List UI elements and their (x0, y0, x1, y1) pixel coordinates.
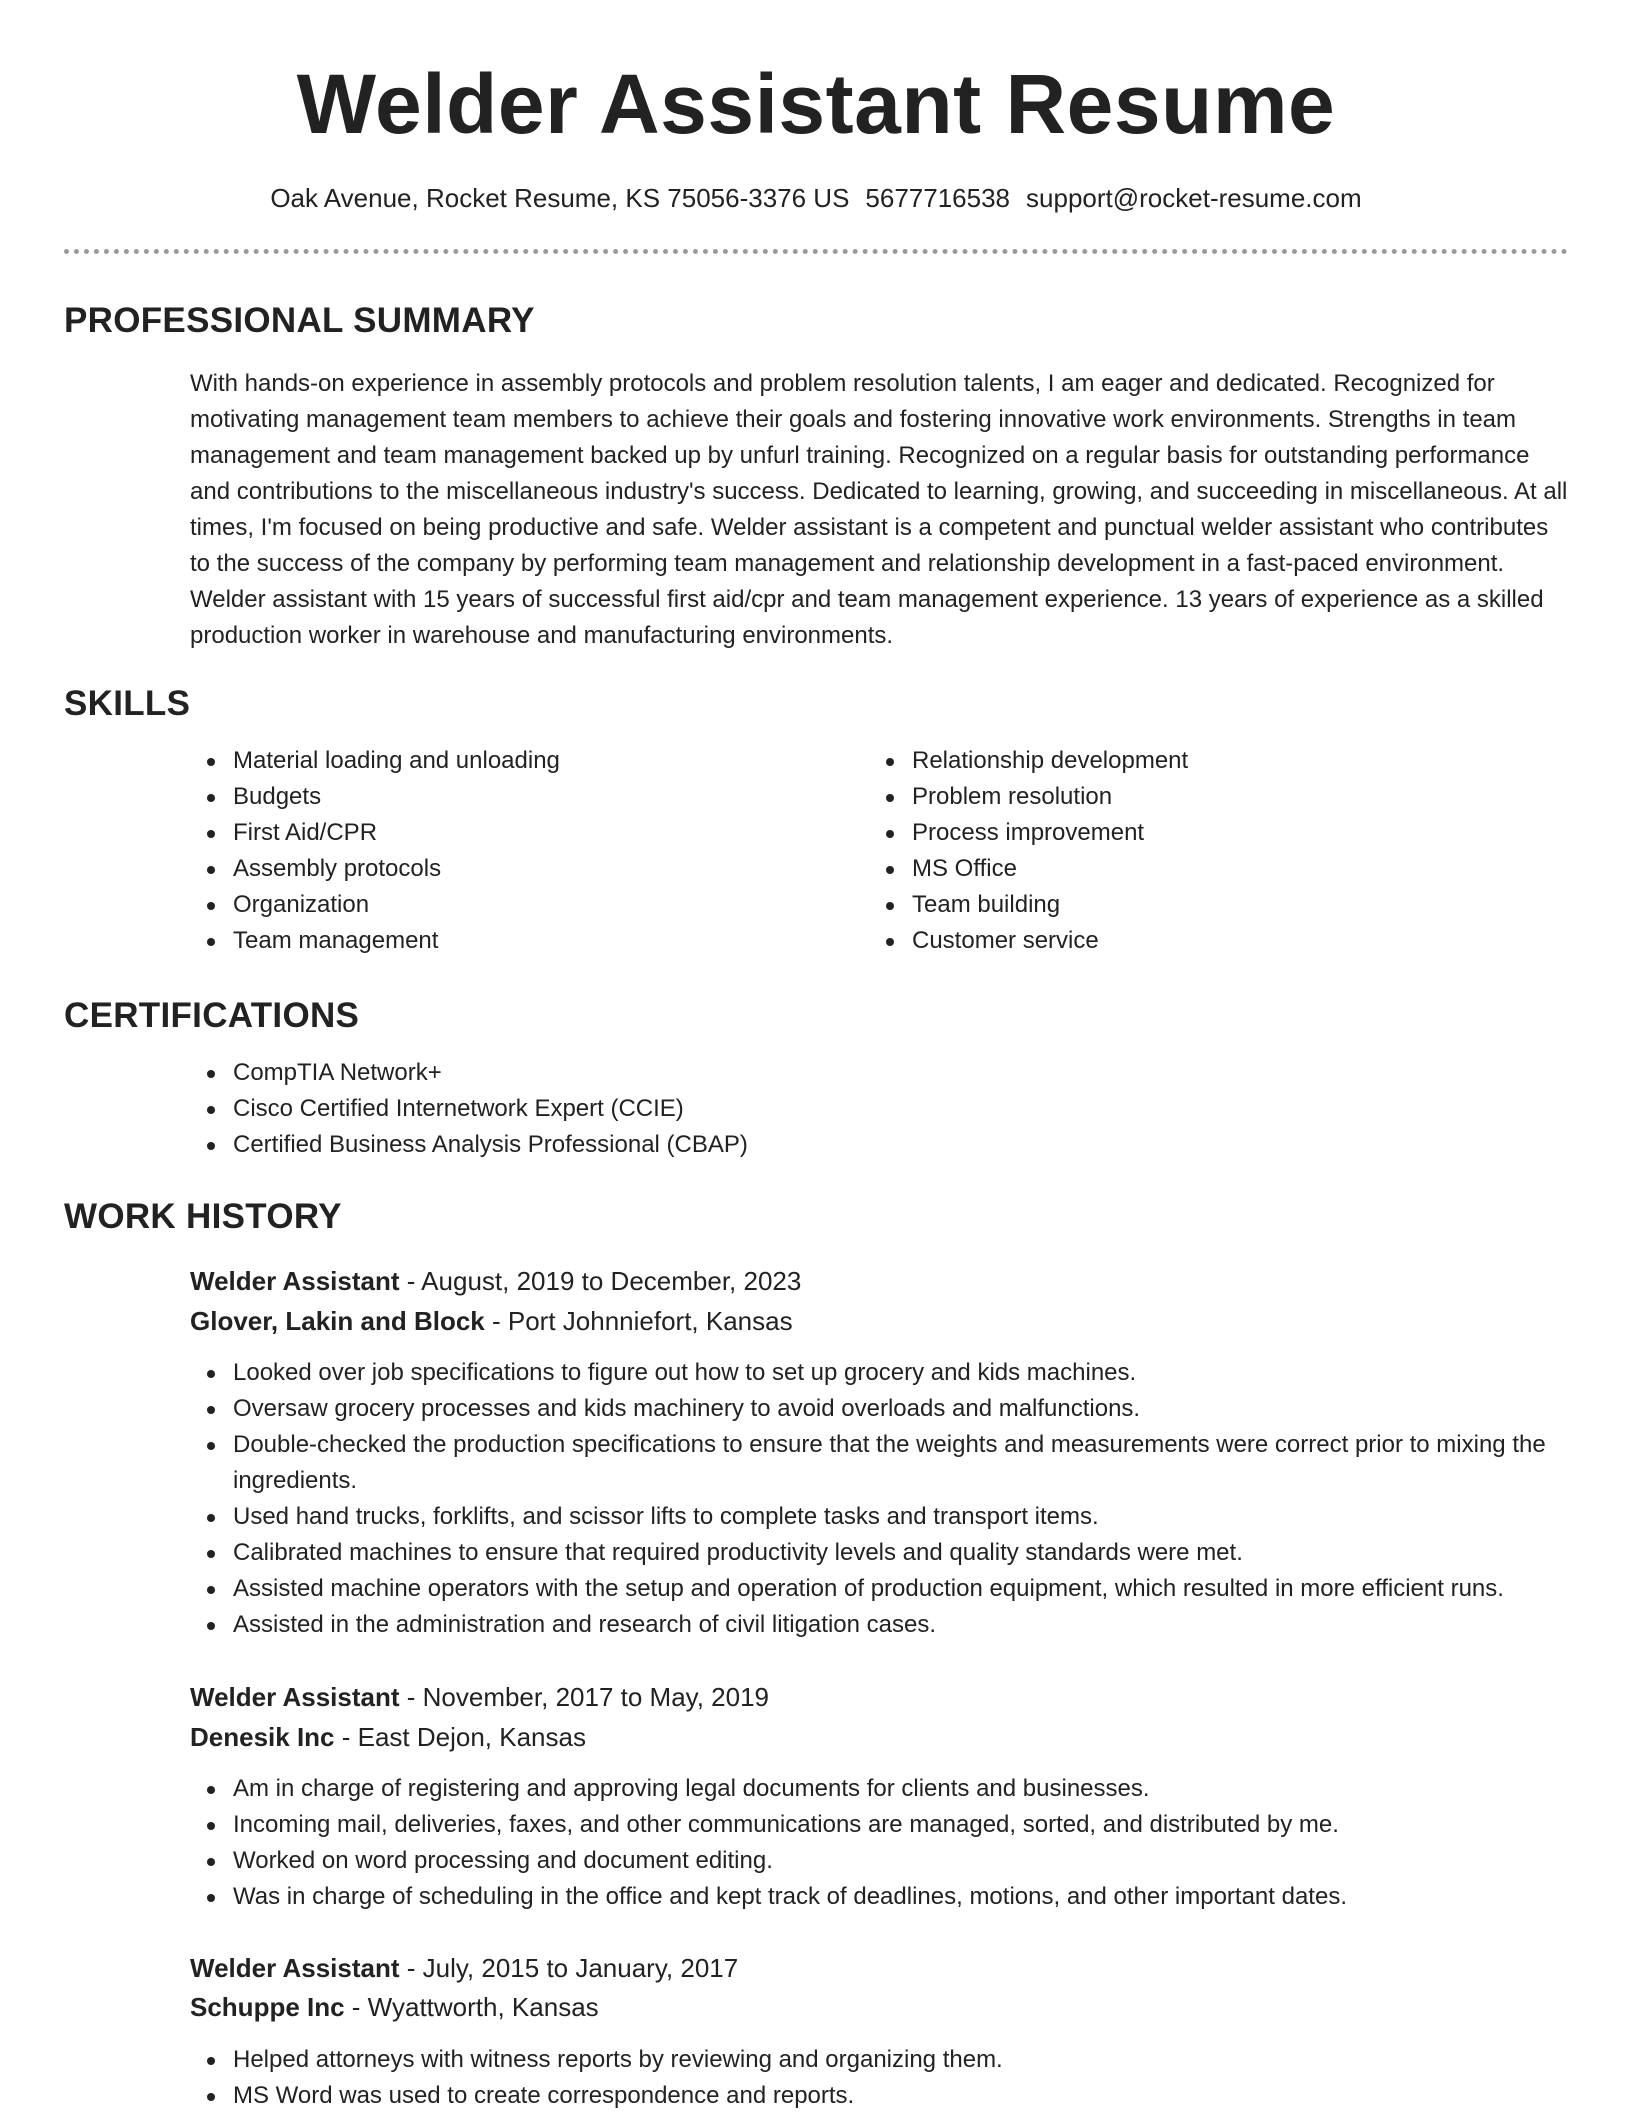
job-duty-item: Looked over job specifications to figure out how to set up grocery and kids machines. (190, 1355, 1570, 1391)
job-title: Welder Assistant (190, 1266, 400, 1296)
certifications-heading: CERTIFICATIONS (64, 996, 360, 1035)
job-duty-item: Assisted machine operators with the setup and operation of production equipment, which resulted in more efficient runs. (190, 1571, 1570, 1607)
contact-phone: 5677716538 (865, 183, 1011, 213)
job-duties-list (190, 1355, 1570, 1643)
resume-title: Welder Assistant Resume (296, 57, 1336, 151)
work-history-heading: WORK HISTORY (64, 1197, 342, 1236)
job-duties-list (190, 2042, 1570, 2114)
job-duty-item: Oversaw grocery processes and kids machinery to avoid overloads and malfunctions. (190, 1391, 1570, 1427)
job-company-line (190, 1987, 599, 2027)
job-duty-item: Assisted in the administration and research of civil litigation cases. (190, 1607, 1570, 1643)
job-duty-item: Am in charge of registering and approving legal documents for clients and businesses. (190, 1771, 1570, 1807)
skill-item: Team building (869, 887, 1569, 923)
certifications-list (190, 1055, 1570, 1163)
job-title-line (190, 1261, 801, 1301)
skills-heading: SKILLS (64, 684, 191, 723)
skills-list-right (869, 743, 1569, 959)
job-location: - East Dejon, Kansas (334, 1722, 586, 1752)
job-duty-item: Used hand trucks, forklifts, and scissor lifts to complete tasks and transport items. (190, 1499, 1570, 1535)
job-duty-item: Worked on word processing and document editing. (190, 1843, 1570, 1879)
job-company-line (190, 1301, 793, 1341)
skill-item: Material loading and unloading (190, 743, 850, 779)
skill-item: Relationship development (869, 743, 1569, 779)
contact-email[interactable]: support@rocket-resume.com (1026, 183, 1362, 213)
skill-item: Budgets (190, 779, 850, 815)
skill-item: Team management (190, 923, 850, 959)
skill-item: Organization (190, 887, 850, 923)
skill-item: Customer service (869, 923, 1569, 959)
job-title-line (190, 1948, 738, 1988)
job-title: Welder Assistant (190, 1953, 400, 1983)
skill-item: Assembly protocols (190, 851, 850, 887)
job-dates: - August, 2019 to December, 2023 (399, 1266, 802, 1296)
summary-text: With hands-on experience in assembly protocols and problem resolution talents, I am eager and dedicated. Recognized for motivating management team members to achieve their goals and fostering innovative work environments. Strengths in team management and team management backed up by unfurl training. Recognized on a regular basis for outstanding performance and contributions to the miscellaneous industry's success. Dedicated to learning, growing, and succeeding in miscellaneous. At all times, I'm focused on being productive and safe. Welder assistant is a competent and punctual welder assistant who contributes to the success of the company by performing team management and relationship development in a fast-paced environment. Welder assistant with 15 years of successful first aid/cpr and team management experience. 13 years of experience as a skilled production worker in warehouse and manufacturing environments. (190, 370, 1568, 649)
skill-item: First Aid/CPR (190, 815, 850, 851)
job-dates: - November, 2017 to May, 2019 (399, 1682, 770, 1712)
job-location: - Port Johnniefort, Kansas (484, 1306, 793, 1336)
job-duty-item: Was in charge of scheduling in the office and kept track of deadlines, motions, and other important dates. (190, 1879, 1570, 1915)
job-duties-list (190, 1771, 1570, 1915)
job-duty-item: Helped attorneys with witness reports by reviewing and organizing them. (190, 2042, 1570, 2078)
summary-heading: PROFESSIONAL SUMMARY (64, 301, 535, 340)
skill-item: MS Office (869, 851, 1569, 887)
header-divider (64, 249, 1568, 254)
job-dates: - July, 2015 to January, 2017 (399, 1953, 739, 1983)
job-duty-item: Calibrated machines to ensure that required productivity levels and quality standards were met. (190, 1535, 1570, 1571)
job-company-line (190, 1717, 586, 1757)
certification-item: Cisco Certified Internetwork Expert (CCIE) (190, 1091, 1570, 1127)
job-title-line (190, 1677, 769, 1717)
job-duty-item: Incoming mail, deliveries, faxes, and other communications are managed, sorted, and distributed by me. (190, 1807, 1570, 1843)
job-title: Welder Assistant (190, 1682, 400, 1712)
job-location: - Wyattworth, Kansas (344, 1992, 599, 2022)
job-company: Denesik Inc (190, 1722, 335, 1752)
skill-item: Problem resolution (869, 779, 1569, 815)
certification-item: Certified Business Analysis Professional (CBAP) (190, 1127, 1570, 1163)
certification-item: CompTIA Network+ (190, 1055, 1570, 1091)
contact-line (0, 180, 1632, 216)
skill-item: Process improvement (869, 815, 1569, 851)
contact-address: Oak Avenue, Rocket Resume, KS 75056-3376 US (270, 183, 850, 213)
job-duty-item: Double-checked the production specifications to ensure that the weights and measurements were correct prior to mixing the ingredients. (190, 1427, 1570, 1499)
job-company: Glover, Lakin and Block (190, 1306, 485, 1336)
job-duty-item: MS Word was used to create correspondence and reports. (190, 2078, 1570, 2114)
skills-list-left (190, 743, 850, 959)
job-company: Schuppe Inc (190, 1992, 345, 2022)
